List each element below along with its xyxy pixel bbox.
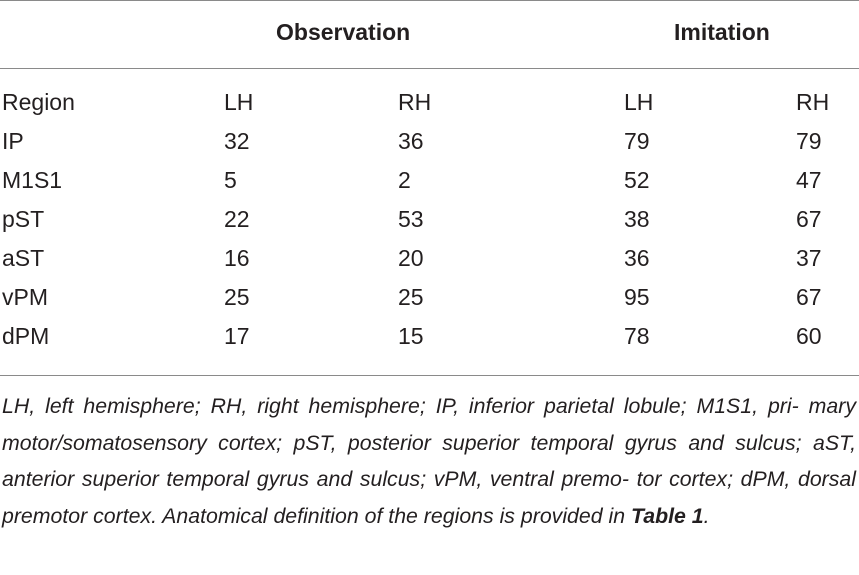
value-cell: 15 [398,323,424,349]
footnote-line: mary motor/somatosensory cortex; pST, posterior superior temporal gyrus and [2,394,856,455]
region-cell: dPM [2,323,50,349]
table-row [0,200,859,239]
region-cell: vPM [2,284,48,310]
region-cell: pST [2,206,45,232]
group-header-imitation: Imitation [674,19,770,45]
column-header-imitation-lh: LH [624,89,654,115]
column-header-row [0,83,859,122]
region-cell: M1S1 [2,167,63,193]
table-footnote [2,388,856,534]
table-row [0,122,859,161]
table-row [0,278,859,317]
value-cell: 22 [224,206,250,232]
value-cell: 17 [224,323,250,349]
table-row [0,317,859,356]
value-cell: 38 [624,206,650,232]
column-header-region: Region [2,89,75,115]
footnote-line-prefix: provided in [520,503,631,528]
column-header-imitation-rh: RH [796,89,830,115]
group-header-observation: Observation [276,19,411,45]
data-table [0,83,859,356]
table-row [0,239,859,278]
value-cell: 78 [624,323,650,349]
value-cell: 37 [796,245,822,271]
header-rule [0,68,859,69]
value-cell: 79 [624,128,650,154]
footnote-line: sulcus; aST, anterior superior temporal gyrus and sulcus; vPM, ventral premo- [2,430,856,492]
value-cell: 2 [398,167,411,193]
value-cell: 67 [796,284,822,310]
value-cell: 60 [796,323,822,349]
value-cell: 5 [224,167,237,193]
value-cell: 25 [398,284,424,310]
value-cell: 16 [224,245,250,271]
footnote-line: tor cortex; dPM, dorsal premotor cortex. Anatomical definition of the regions is [2,467,856,528]
value-cell: 20 [398,245,424,271]
table-reference-link[interactable]: Table 1 [631,503,704,528]
footnote-line: LH, left hemisphere; RH, right hemisphere; IP, inferior parietal lobule; M1S1, pri- [2,394,799,418]
value-cell: 36 [398,128,424,154]
value-cell: 95 [624,284,650,310]
value-cell: 53 [398,206,424,232]
region-cell: aST [2,245,45,271]
table-row [0,161,859,200]
column-header-observation-rh: RH [398,89,432,115]
region-cell: IP [2,128,24,154]
top-rule [0,0,859,1]
value-cell: 79 [796,128,822,154]
bottom-rule [0,375,859,376]
value-cell: 36 [624,245,650,271]
value-cell: 52 [624,167,650,193]
footnote-line-suffix: . [703,503,710,528]
value-cell: 32 [224,128,250,154]
value-cell: 47 [796,167,822,193]
value-cell: 67 [796,206,822,232]
column-header-observation-lh: LH [224,89,254,115]
value-cell: 25 [224,284,250,310]
